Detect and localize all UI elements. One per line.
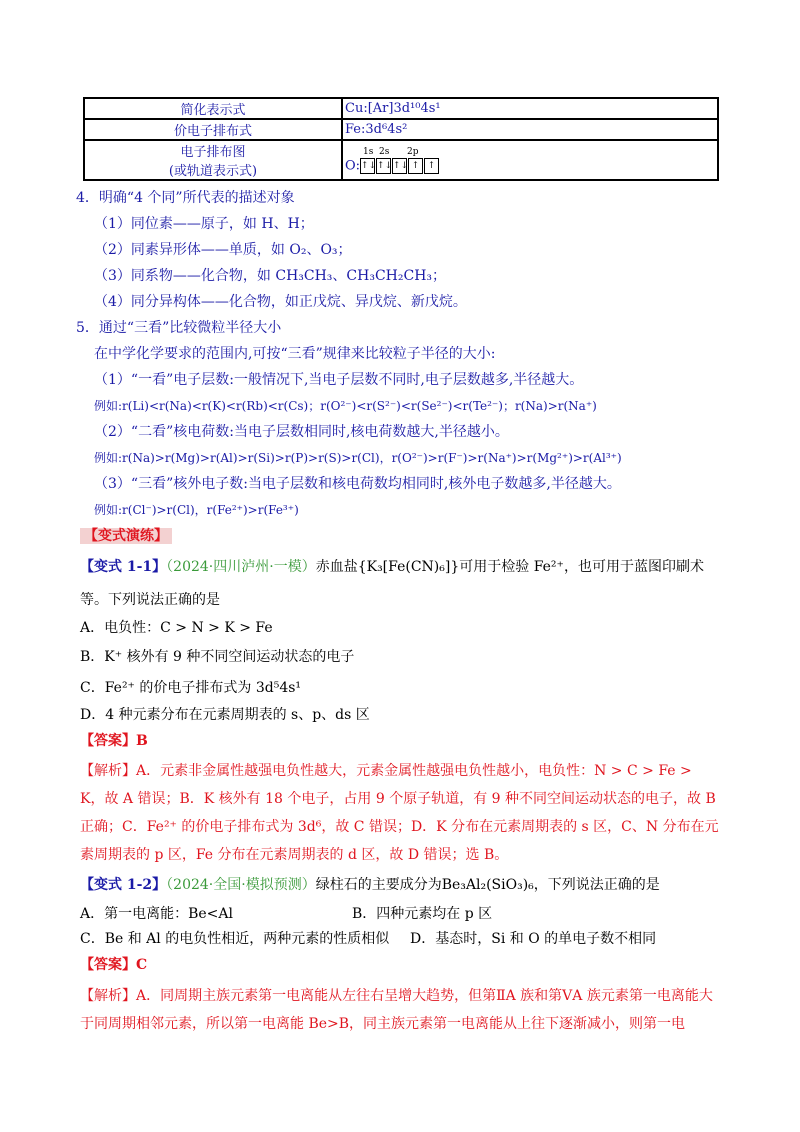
table-value: Cu:[Ar]3d¹⁰4s¹ — [342, 98, 718, 119]
list-item: （3）同系物——化合物，如 CH₃CH₃、CH₃CH₂CH₃； — [94, 268, 447, 284]
option-c: C．Be 和 Al 的电负性相近，两种元素的性质相似 — [80, 931, 390, 947]
rule-2: （2）“二看”核电荷数:当电子层数相同时,核电荷数越大,半径越小。 — [94, 424, 509, 440]
option-a: A．电负性：C > N > K > Fe — [80, 620, 273, 636]
practice-header: 【变式演练】 — [80, 528, 172, 544]
table-row — [84, 98, 718, 119]
analysis: 【解析】A．元素非金属性越强电负性越大，元素金属性越强电负性越小，电负性：N > C > Fe > K，故 A 错误；B．K 核外有 18 个电子，占用 9 个原子轨道，有 9 种不同空间运动状态的电子，故 B 正确；C．Fe²⁺ 的价电子排布式为 3d⁶，故 C 错误；D．K 分布在元素周期表的 s 区，C、N 分布在元素周期表的 p 区，Fe 分布在元素周期表的 d 区，故 D 错误；选 B。 — [80, 763, 719, 863]
ion: Fe²⁺ — [533, 559, 564, 575]
orbital-1s-label: 1s — [363, 146, 374, 157]
option-d: D．基态时，Si 和 O 的单电子数不相同 — [410, 931, 657, 947]
formula: Be₃Al₂(SiO₃)₆ — [441, 877, 534, 893]
formula: {K₃[Fe(CN)₆]} — [357, 559, 460, 575]
orbital-prefix: O: — [345, 158, 361, 173]
paragraph: 在中学化学要求的范围内,可按“三看”规律来比较粒子半径的大小: — [94, 346, 496, 362]
example-2: 例如:r(Na)>r(Mg)>r(Al)>r(Si)>r(P)>r(S)>r(Cl)，r(O²⁻)>r(F⁻)>r(Na⁺)>r(Mg²⁺)>r(Al³⁺) — [94, 451, 622, 465]
orbital-box: ↑ — [424, 158, 439, 174]
stem-text: ，下列说法正确的是 — [533, 877, 660, 893]
analysis: 【解析】A．同周期主族元素第一电离能从左往右呈增大趋势，但第ⅡA 族和第ⅤA 族元素第一电离能大于同周期相邻元素，所以第一电离能 Be>B，同主族元素第一电离能从上往下逐渐减小，则第一电 — [80, 988, 713, 1032]
orbital-box: ↑↓ — [360, 158, 375, 174]
option-b: B．K⁺ 核外有 9 种不同空间运动状态的电子 — [80, 649, 355, 665]
question-1-stem — [80, 557, 704, 577]
answer: 【答案】B — [80, 733, 148, 749]
table-label — [84, 140, 342, 180]
orbital-label-1: 电子排布图 — [180, 145, 246, 160]
section-4-heading: 4．明确“4 个同”所代表的描述对象 — [76, 190, 295, 206]
orbital-box: ↑ — [408, 158, 423, 174]
example-3: 例如:r(Cl⁻)>r(Cl)，r(Fe²⁺)>r(Fe³⁺) — [94, 503, 299, 517]
question-source: （2024·全国·模拟预测） — [166, 877, 316, 893]
stem-text: 赤血盐 — [315, 559, 358, 575]
orbital-box: ↑↓ — [392, 158, 407, 174]
question-2-stem — [80, 875, 660, 895]
stem-text: 绿柱石的主要成分为 — [315, 877, 442, 893]
question-tag: 【变式 1-2】 — [80, 877, 167, 893]
option-a: A．第一电离能：Be<Al — [80, 906, 234, 922]
orbital-box: ↑↓ — [376, 158, 391, 174]
question-1-stem-cont: 等。下列说法正确的是 — [80, 592, 220, 608]
example-1: 例如:r(Li)<r(Na)<r(K)<r(Rb)<r(Cs)；r(O²⁻)<r(S²⁻)<r(Se²⁻)<r(Te²⁻)；r(Na)>r(Na⁺) — [94, 399, 597, 413]
rule-1: （1）“一看”电子层数:一般情况下,当电子层数不同时,电子层数越多,半径越大。 — [94, 372, 584, 388]
option-d: D．4 种元素分布在元素周期表的 s、p、ds 区 — [80, 707, 370, 723]
stem-text: ，也可用于蓝图印刷术 — [563, 559, 704, 575]
rule-3: （3）“三看”核外电子数:当电子层数和核电荷数均相同时,核外电子数越多,半径越大。 — [94, 476, 621, 492]
orbital-2p-label: 2p — [407, 146, 419, 157]
list-item: （2）同素异形体——单质，如 O₂、O₃； — [94, 242, 352, 258]
table-row — [84, 119, 718, 140]
table-row — [84, 140, 718, 180]
stem-text: 可用于检验 — [459, 559, 530, 575]
electron-config-table — [83, 97, 719, 181]
table-value: Fe:3d⁶4s² — [342, 119, 718, 140]
table-label: 价电子排布式 — [84, 119, 342, 140]
orbital-diagram — [342, 140, 718, 180]
question-tag: 【变式 1-1】 — [80, 559, 167, 575]
option-c: C．Fe²⁺ 的价电子排布式为 3d⁵4s¹ — [80, 680, 302, 696]
answer: 【答案】C — [80, 957, 148, 973]
list-item: （4）同分异构体——化合物，如正戊烷、异戊烷、新戊烷。 — [94, 294, 467, 310]
orbital-label-2: (或轨道表示式) — [168, 164, 258, 179]
list-item: （1）同位素——原子，如 H、H； — [94, 216, 314, 232]
table-label: 简化表示式 — [84, 98, 342, 119]
orbital-2s-label: 2s — [379, 146, 390, 157]
option-b: B．四种元素均在 p 区 — [352, 906, 493, 922]
question-source: （2024·四川泸州·一模） — [166, 559, 316, 575]
section-5-heading: 5．通过“三看”比较微粒半径大小 — [76, 320, 282, 336]
